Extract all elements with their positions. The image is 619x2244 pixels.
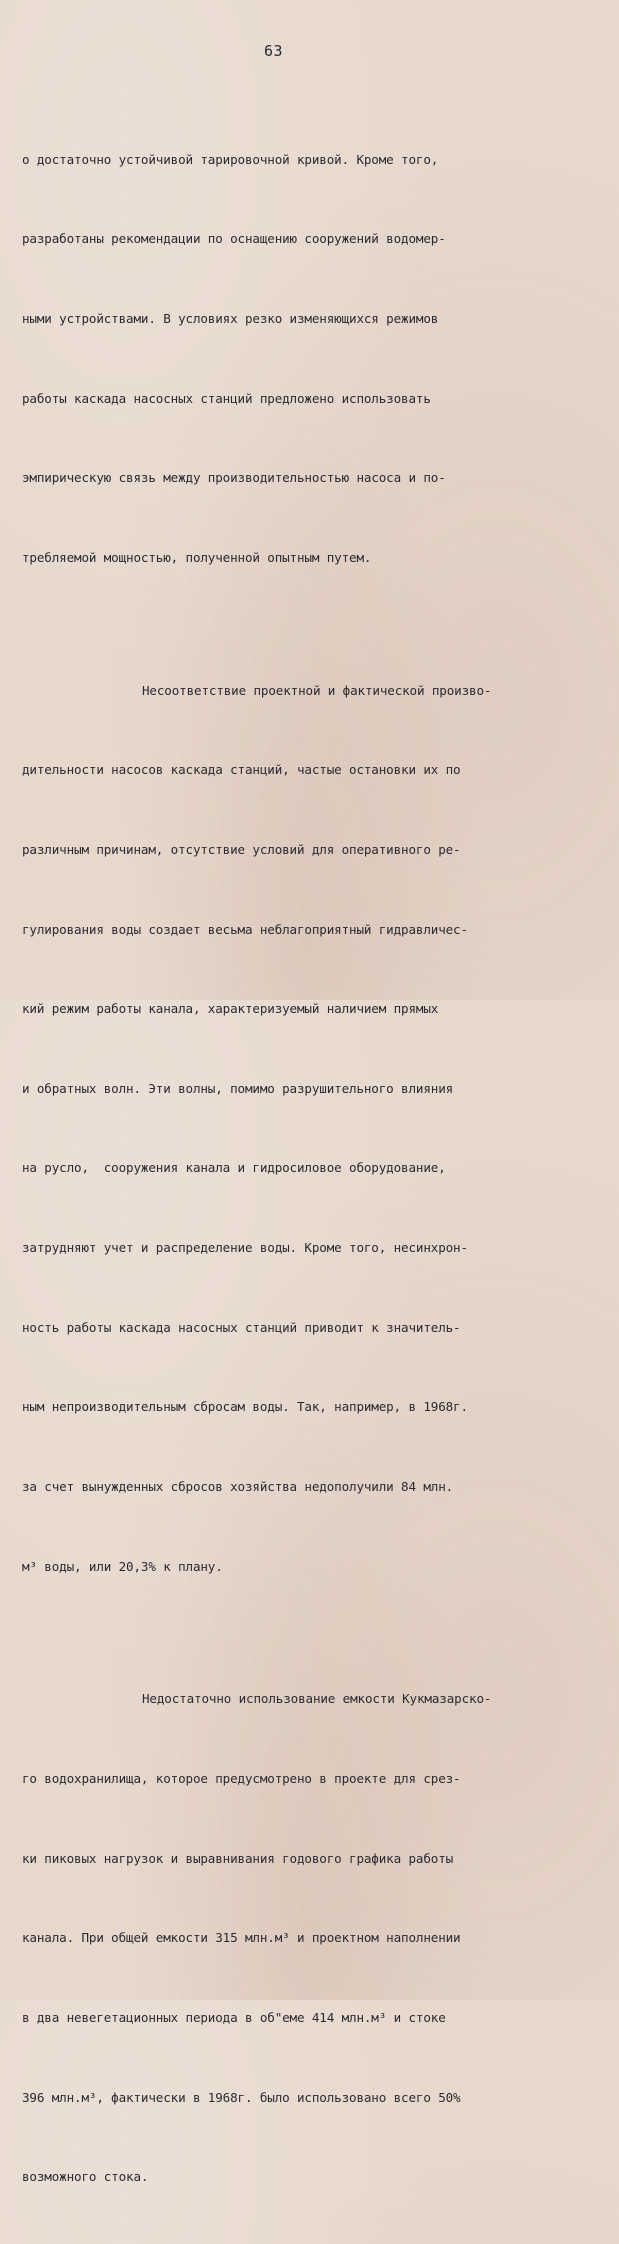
text-line: ность работы каскада насосных станций приводит к значитель- bbox=[22, 1319, 461, 1335]
text-line: Недостаточно использование емкости Кукмазарско- bbox=[142, 1691, 492, 1707]
text-line: затрудняют учет и распределение воды. Кроме того, несинхрон- bbox=[22, 1240, 468, 1256]
text-line: ными устройствами. В условиях резко изменяющихся режимов bbox=[22, 310, 439, 326]
text-line: го водохранилища, которое предусмотрено в проекте для срез- bbox=[22, 1771, 461, 1786]
text-line: дительности насосов каскада станций, частые остановки их по bbox=[22, 762, 461, 778]
text-line: ным непроизводительным сбросам воды. Так, например, в 1968г. bbox=[22, 1399, 468, 1415]
text-line: разработаны рекомендации по оснащению сооружений водомер- bbox=[22, 231, 446, 247]
text-line: о достаточно устойчивой тарировочной кривой. Кроме того, bbox=[22, 151, 439, 167]
text-line: канала. При общей емкости 315 млн.м³ и проектном наполнении bbox=[22, 1930, 461, 1946]
text-line: и обратных волн. Эти волны, помимо разрушительного влияния bbox=[22, 1080, 454, 1096]
text-line: требляемой мощностью, полученной опытным путем. bbox=[22, 549, 372, 565]
text-line: Несоответствие проектной и фактической произво- bbox=[142, 682, 492, 698]
text-line: м³ воды, или 20,3% к плану. bbox=[22, 1558, 223, 1574]
body-text bbox=[22, 67, 612, 2244]
text-line: кий режим работы канала, характеризуемый наличием прямых bbox=[22, 1001, 439, 1017]
text-line: ки пиковых нагрузок и выравнивания годового графика работы bbox=[22, 1850, 454, 1866]
page-number: 63 bbox=[264, 42, 284, 60]
text-line: возможного стока. bbox=[22, 2169, 149, 2185]
text-line: 396 млн.м³, фактически в 1968г. было использовано всего 50% bbox=[22, 2089, 461, 2105]
text-line: за счет вынужденных сбросов хозяйства недополучили 84 млн. bbox=[22, 1478, 454, 1494]
text-line: в два невегетационных периода в об"еме 414 млн.м³ и стоке bbox=[22, 2009, 446, 2025]
text-line: эмпирическую связь между производительностью насоса и по- bbox=[22, 470, 446, 486]
text-line: различным причинам, отсутствие условий для оперативного ре- bbox=[22, 841, 461, 857]
text-line: работы каскада насосных станций предложено использовать bbox=[22, 390, 431, 406]
text-line: на русло, сооружения канала и гидросиловое оборудование, bbox=[22, 1160, 446, 1176]
text-line: гулирования воды создает весьма неблагоприятный гидравличес- bbox=[22, 921, 468, 937]
